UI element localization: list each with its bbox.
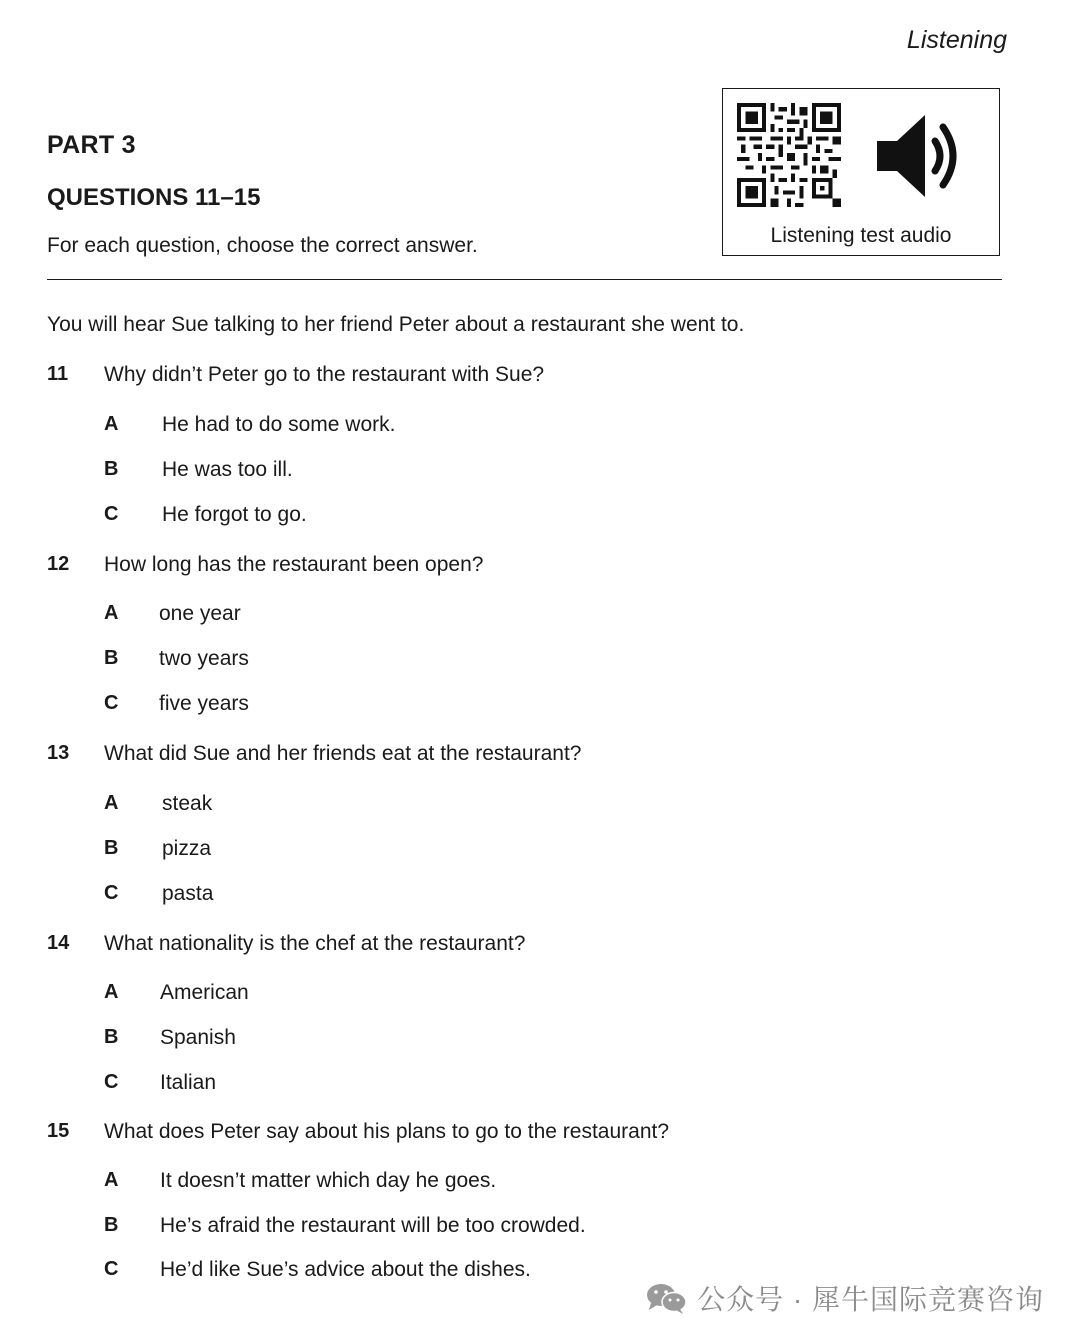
option-14-b[interactable]	[47, 1026, 1007, 1071]
option-text: one year	[159, 602, 241, 625]
divider	[47, 279, 1002, 280]
option-text: five years	[159, 692, 249, 715]
option-text: pasta	[162, 882, 214, 905]
listening-audio-box[interactable]	[722, 88, 1000, 256]
option-13-c[interactable]	[47, 882, 1007, 927]
option-letter: C	[104, 1258, 119, 1280]
option-letter: B	[104, 1026, 119, 1048]
question-text: How long has the restaurant been open?	[104, 553, 484, 576]
questions-title: QUESTIONS 11–15	[47, 184, 261, 211]
speaker-icon[interactable]	[873, 111, 969, 201]
option-letter: B	[104, 1214, 119, 1236]
audio-caption: Listening test audio	[770, 224, 952, 247]
option-11-b[interactable]	[47, 458, 1007, 503]
question-12	[47, 553, 1007, 737]
option-text: two years	[159, 647, 249, 670]
option-text: He’d like Sue’s advice about the dishes.	[160, 1258, 531, 1281]
option-letter: C	[104, 1071, 119, 1093]
wechat-icon	[645, 1281, 687, 1315]
option-letter: A	[104, 602, 119, 624]
question-text: What did Sue and her friends eat at the restaurant?	[104, 742, 582, 765]
section-label: Listening	[906, 26, 1007, 54]
option-text: American	[160, 981, 249, 1004]
option-11-c[interactable]	[47, 503, 1007, 548]
option-15-a[interactable]	[47, 1169, 1007, 1214]
question-15	[47, 1120, 1007, 1303]
option-text: He was too ill.	[162, 458, 293, 481]
option-text: He’s afraid the restaurant will be too crowded.	[160, 1214, 586, 1237]
option-14-a[interactable]	[47, 981, 1007, 1026]
option-letter: A	[104, 981, 119, 1003]
option-letter: A	[104, 792, 119, 814]
option-letter: C	[104, 692, 119, 714]
option-13-b[interactable]	[47, 837, 1007, 882]
question-number: 11	[47, 363, 69, 385]
part-title: PART 3	[47, 131, 136, 159]
option-text: Spanish	[160, 1026, 236, 1049]
option-text: It doesn’t matter which day he goes.	[160, 1169, 497, 1192]
option-15-b[interactable]	[47, 1214, 1007, 1258]
option-letter: B	[104, 458, 119, 480]
question-number: 13	[47, 742, 70, 764]
question-14	[47, 932, 1007, 1116]
option-text: pizza	[162, 837, 212, 860]
option-letter: C	[104, 503, 119, 525]
option-text: He forgot to go.	[162, 503, 307, 526]
intro-text: You will hear Sue talking to her friend Peter about a restaurant she went to.	[47, 313, 745, 336]
question-13	[47, 742, 1007, 927]
qr-code-icon[interactable]	[737, 103, 841, 207]
option-12-a[interactable]	[47, 602, 1007, 647]
question-11	[47, 363, 1007, 548]
question-number: 15	[47, 1120, 70, 1142]
option-11-a[interactable]	[47, 413, 1007, 458]
option-13-a[interactable]	[47, 792, 1007, 837]
option-letter: A	[104, 1169, 119, 1191]
option-12-c[interactable]	[47, 692, 1007, 737]
question-text: Why didn’t Peter go to the restaurant with Sue?	[104, 363, 545, 386]
option-letter: C	[104, 882, 119, 904]
question-number: 12	[47, 553, 70, 575]
option-letter: A	[104, 413, 119, 435]
question-text: What nationality is the chef at the restaurant?	[104, 932, 526, 955]
instruction-text: For each question, choose the correct answer.	[47, 234, 478, 257]
option-text: He had to do some work.	[162, 413, 396, 436]
watermark-text: 公众号 · 犀牛国际竞赛咨询	[697, 1284, 1044, 1315]
question-number: 14	[47, 932, 70, 954]
option-text: steak	[162, 792, 213, 815]
question-text: What does Peter say about his plans to go to the restaurant?	[104, 1120, 670, 1143]
option-letter: B	[104, 837, 119, 859]
option-12-b[interactable]	[47, 647, 1007, 692]
option-text: Italian	[160, 1071, 217, 1094]
watermark	[645, 1278, 1044, 1318]
option-letter: B	[104, 647, 119, 669]
option-14-c[interactable]	[47, 1071, 1007, 1116]
